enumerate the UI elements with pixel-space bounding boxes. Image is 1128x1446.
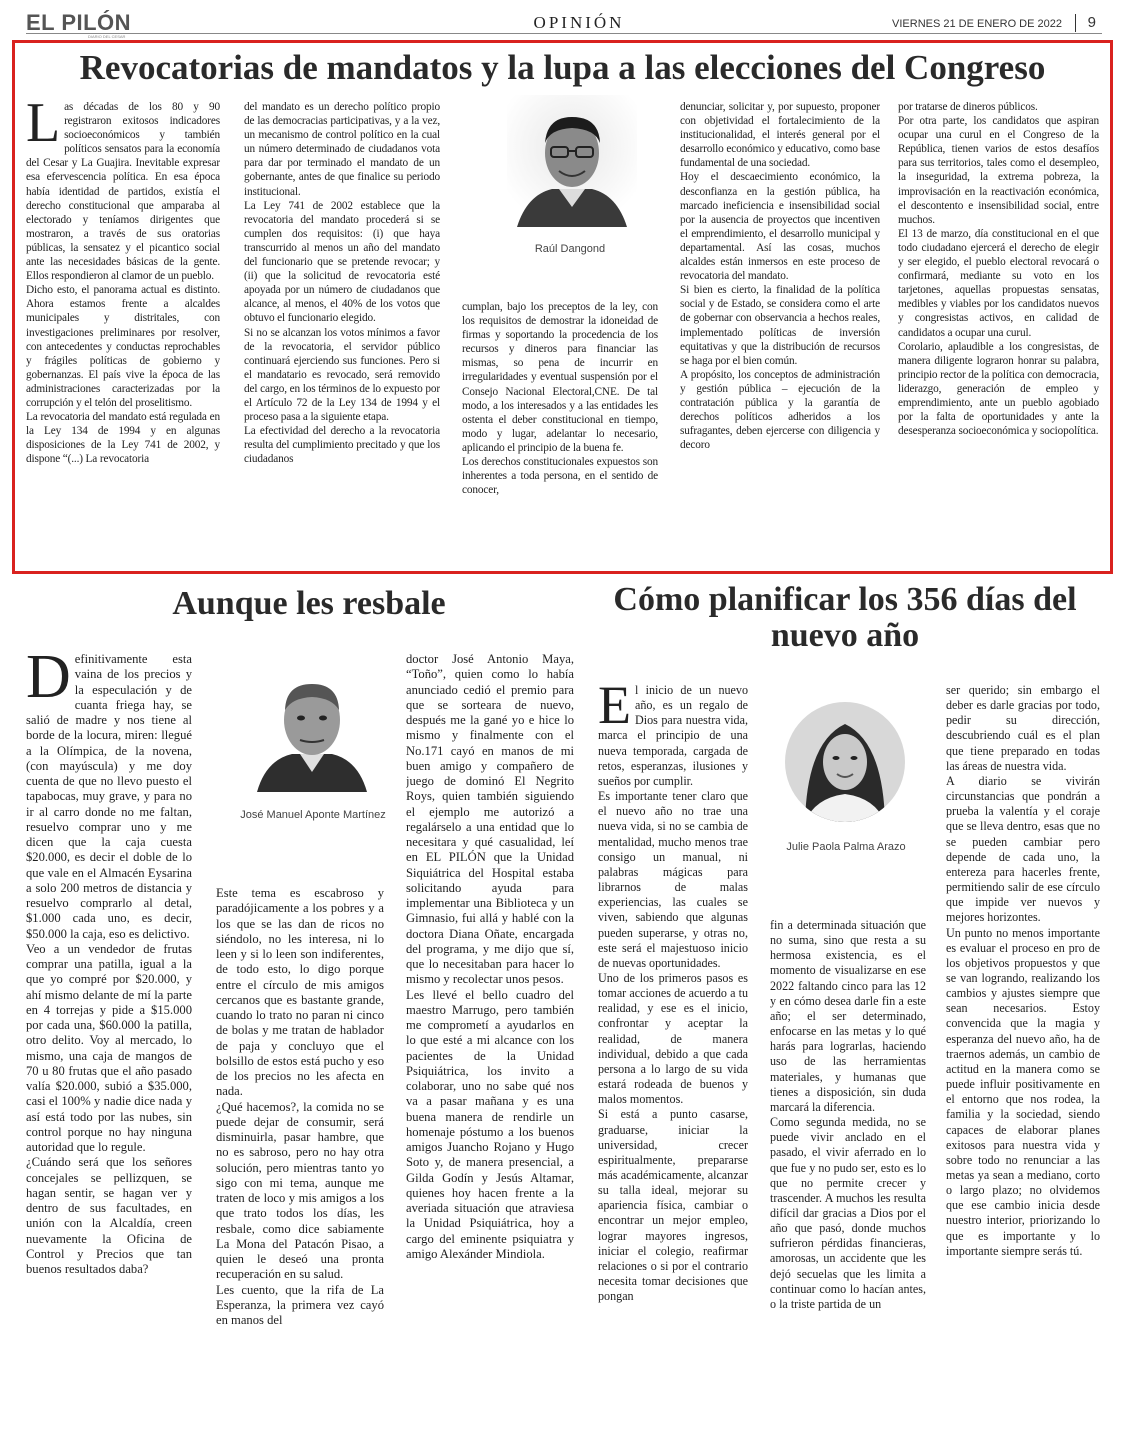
section-name: OPINIÓN (533, 13, 625, 32)
paragraph: Los derechos constitucionales expuestos son inherentes a toda persona, en el sentido de conocer, (462, 456, 658, 497)
article-column (26, 100, 220, 562)
drop-cap: D (26, 652, 71, 711)
header-rule (26, 33, 1102, 34)
paragraph: La efectividad del derecho a la revocatoria resulta del cumplimiento precitado y que los ciudadanos (244, 425, 440, 466)
paragraph: La revocatoria del mandato está regulada en la Ley 134 de 1994 y en algunas disposiciones de la Ley 741 de 2002, y dispone “(...) La revocatoria (26, 411, 220, 466)
column-text (598, 683, 748, 1304)
article-column (244, 100, 440, 562)
author-byline: José Manuel Aponte Martínez (240, 809, 386, 821)
paragraph: El 13 de marzo, día constitucional en el que todo ciudadano ejercerá el derecho de elegir y ser elegido, el pueblo electoral revocará o confirmará, mediante su voto en los tarjetones, aquellas propuestas sensatas, medibles y viables por los candidatos nuevos y congresistas activos, en calidad de candidatos a ocupar una curul. (898, 227, 1099, 339)
paragraph: Hoy el descaecimiento económico, la desconfianza en la gestión pública, ha marcado ineficiencia e insensibilidad social por la ausencia de proyectos que incentiven el emprendimiento, el desarrollo municipal y departamental. Así las cosas, muchos alcaldes están inmersos en este proceso de revocatoria del mandato. (680, 171, 880, 283)
paragraph: Si bien es cierto, la finalidad de la política social y de Estado, se considera como el arte de gobernar con observancia a hechos reales, implementado políticas de inversión equitativas y que la distribución de recursos se haga por el bien común. (680, 284, 880, 367)
article-column (770, 918, 926, 1423)
paragraph: l inicio de un nuevo año, es un regalo de Dios para nuestra vida, marca el principio de una nueva temporada, cargada de retos, esperanzas, ilusiones y sueños por cumplir. (598, 683, 748, 788)
column-text (244, 100, 440, 466)
column-text (680, 100, 880, 452)
article-column (898, 100, 1099, 562)
paragraph: Corolario, aplaudible a los congresistas, de manera diligente lograron honrar su palabra, principio rector de la política con democracia, liderazgo, generación de empleo y emprendimiento, ante un pueblo agobiado por la falta de oportunidades y ante la desesperanza socioeconómica y sociopolítica. (898, 340, 1099, 438)
paragraph: fin a determinada situación que no suma, sino que resta a su hermosa existencia, es el momento de visualizarse en ese 2022 faltando cinco para las 12 y en cómo desea darle fin a este año; el ser determinado, enfocarse en las metas y lo qué harás para lograrlas, haciendo uso de las herramientas materiales, y humanas que tienes a disposición, sin duda marcará la diferencia. (770, 918, 926, 1114)
article-column (462, 300, 658, 562)
paragraph: Un punto no menos importante es evaluar el proceso en pro de los objetivos propuestos y que se van logrando, realizando los cambios y ajustes siempre que sean necesarios. Estoy convencida que la magia y esperanza del nuevo año, ha de traernos además, un cambio de actitud en la manera como se puede influir positivamente en el entorno que nos rodea, la familia y la sociedad, siendo capaces de elaborar planes exitosos para nuestra vida y sobre todo no renunciar a las metas ya sean a mediano, corto o largo plazo; no olvidemos que ese cambio inicia desde nuestro interior, priorizando lo que es importante y lo importante siempre serás tú. (946, 925, 1100, 1258)
paragraph: por tratarse de dineros públicos. (898, 101, 1038, 113)
author-portrait-image (507, 95, 637, 227)
article-column (26, 652, 192, 1422)
paragraph: del mandato es un derecho político propio de las democracias participativas, y a la vez, un mecanismo de control político en la cual un número determinado de ciudadanos vota para dar por terminado el mandato de un gobernante, antes de que finalice su periodo institucional. (244, 101, 440, 198)
paragraph: doctor José Antonio Maya, “Toño”, quien como lo había anunciado cedió el premio para que se sorteara de nuevo, después me la gané yo e hice lo mismo y finalmente con el No.171 cayó en manos de mi buen amigo y compañero de juego de dominó El Negrito Roys, quien también siguiendo el ejemplo me autorizó a regalárselo a una entidad que lo necesitara y qué casualidad, leí en EL PILÓN que la Unidad Siquiátrica del Hospital estaba solicitando ayuda para implementar una Biblioteca y un Gimnasio, fui allá y hablé con la doctora Diana Oñate, encargada del programa, y me dijo que sí, que lo necesitaban para hacer lo mismo y recolectar unos pesos. (406, 652, 574, 987)
paragraph: ¿Cuándo será que los señores concejales se pellizquen, se hagan sentir, se hagan ver y dentro de sus facultades, en unión con la Alcaldía, creen nuevamente la Oficina de Control y Precios que tan buenos resultados daba? (26, 1155, 192, 1276)
paragraph: as décadas de los 80 y 90 registraron exitosos indicadores socioeconómicos y también políticos sensatos para la economía del Cesar y La Guajira. Inevitable expresar esa efervescencia política. En esa época había identidad de partidos, existía el derecho constitucional que amparaba al electorado y teníamos dirigentes que mostraron, a través de sus oratorias públicas, la sensatez y el picantico social ante las necesidades básicas de la gente. Ellos respondieron al clamor de un pueblo. (26, 101, 220, 283)
newspaper-logo: EL PILÓN (26, 10, 132, 35)
paragraph: denunciar, solicitar y, por supuesto, proponer con objetividad el fortalecimiento de la institucionalidad, el interés general por el desarrollo económico y educativo, como base fundamental de una sociedad. (680, 101, 880, 170)
column-text (26, 652, 192, 1277)
paragraph: Les llevé el bello cuadro del maestro Marrugo, pero también me comprometí a ayudarlos en lo que esté a mi alcance con los pacientes de la Unidad Psiquiátrica, los invito a colaborar, uno no sabe qué nos va a pasar mañana y es una buena manera de rendirle un homenaje póstumo a los buenos amigos Juancho Rojano y Hugo Soto y, de manera presencial, a Gilda Godín y Jesús Altamar, quienes hoy hacen frente a la averiada situación que atraviesa la Unidad Psiquiátrica, hoy a cargo del eminente psiquiatra y amigo Alexánder Mindiola. (406, 987, 574, 1261)
author-photo (252, 664, 372, 792)
paragraph: Es importante tener claro que el nuevo año no trae una nueva vida, si no se cambia de mentalidad, mucho menos trae consigo un manual, ni palabras mágicas para librarnos de malas experiencias, las cuales se viven, sabiendo que algunas pueden superarse, y otras no, este será el majestuoso inicio de nuevas oportunidades. (598, 789, 748, 970)
paragraph: A diario se vivirán circunstancias que pondrán a prueba la valentía y el coraje que se lleva dentro, esas que no se pueden cambiar pero depende de cada uno, la entereza para hacerles frente, permitiendo salir de ese círculo que impide ver nuevos y mejores horizontes. (946, 773, 1100, 925)
paragraph: efinitivamente esta vaina de los precios y la especulación y de cuanta friega hay, se salió de madre y nos tiene al borde de la locura, miren: llegué a la Olímpica, de la novena, (con mayúscula) y me doy cuenta de que no llevo puesto el tapabocas, muy grave, y para no ir al carro donde no me faltan, resuelvo comprar uno y me dicen que la caja cuesta $20.000, es decir el doble de lo que vale en el Almacén Eysarina a solo 200 metros de distancia y resuelvo comprarlo al detal, $1.000 cada uno, es decir, $50.000 la caja, eso es delictivo. (26, 652, 192, 941)
article-column (216, 886, 384, 1422)
issue-date: VIERNES 21 DE ENERO DE 2022 (892, 18, 1062, 30)
article-column (680, 100, 880, 562)
paragraph: Este tema es escabroso y paradójicamente a los pobres y a los que se las dan de ricos no siéndolo, no les interesa, ni lo leen y si lo leen son indiferentes, de todo esto, lo digo porque entre el círculo de mis amigos cercanos que es bastante grande, cuando lo trato no paran ni cinco de bolas y me tratan de hablador de paja y concluyo que el bolsillo de estos está pucho y eso de los precios no les afecta en nada. (216, 886, 384, 1099)
author-photo (785, 702, 905, 822)
paragraph: Veo a un vendedor de frutas comprar una patilla, igual a la que yo compré por $20.000, y ahí mismo delante de mí la parte en 4 torrejas y pide a $15.000 por cada una, $60.000 la patilla, otro delito. Voy al mercado, lo mismo, una caja de mangos de 70 u 80 frutas que el año pasado valía $20.000, subió a $35.000, casi el 100% y nadie dice nada y así está todo por las nubes, sin control porque no hay ninguna autoridad que lo regule. (26, 941, 192, 1154)
author-byline: Raúl Dangond (534, 243, 606, 255)
article-column (598, 683, 748, 1423)
author-byline: Julie Paola Palma Arazo (786, 841, 906, 853)
paragraph: ser querido; sin embargo el deber es darle gracias por todo, pedir su dirección, descubriendo cuál es el plan que tiene preparado en todas las áreas de nuestra vida. (946, 683, 1100, 773)
column-text (216, 886, 384, 1328)
paragraph: Si no se alcanzan los votos mínimos a favor de la revocatoria, el servidor público continuará ejerciendo sus funciones. Pero si el mandatario es revocado, será removido del cargo, en los términos de lo expuesto por el Artículo 72 de la Ley 134 de 1994 y el proceso pasa a la siguiente etapa. (244, 326, 440, 424)
column-text (462, 300, 658, 497)
article-title-planificar: Cómo planificar los 356 días del nuevo año (613, 581, 1077, 654)
drop-cap: L (26, 100, 61, 154)
paragraph: ¿Qué hacemos?, la comida no se puede dejar de consumir, será disminuirla, pasar hambre, que no es sabroso, pero no hay otra solución, pero mientras tanto yo sigo con mi tema, aunque me traten de loco y mis amigos a los que trato todos los días, les resbale, como dice sabiamente La Mona del Patacón Pisao, a quien le deseó una pronta recuperación en su salud. (216, 1099, 384, 1282)
paragraph: Por otra parte, los candidatos que aspiran ocupar una curul en el Congreso de la República, tienen varios de estos desafíos para sus territorios, tales como el desempleo, la inseguridad, la extrema pobreza, la improvisación en la reactivación económica, el descontento e insensibilidad social, entre muchos. (898, 115, 1099, 226)
paragraph: Como segunda medida, no se puede vivir anclado en el pasado, el vivir aferrado en lo que fue y no pudo ser, esto es lo que no permite crecer y trascender. A muchos les resulta difícil dar gracias a Dios por el año que pasó, donde muchos sufrieron pérdidas financieras, amorosas, un accidente que les dejó secuelas que les limita a continuar como lo hacían antes, o la triste partida de un (770, 1115, 926, 1311)
paragraph: Si está a punto casarse, graduarse, iniciar la universidad, crecer espiritualmente, prepararse más académicamente, alcanzar su talla ideal, mejorar su apariencia física, cambiar o encontrar un mejor empleo, lograr mayores ingresos, iniciar el colegio, reafirmar relaciones o si por el contrario necesita tomar decisiones que pongan (598, 1107, 748, 1304)
paragraph: Dicho esto, el panorama actual es distinto. Ahora estamos frente a alcaldes municipales y distritales, con investigaciones preliminares por resolver, con antecedentes y conductas reprochables y frágiles políticas de gobierno y gobernanzas. El país vive la época de las administraciones caracterizadas por la corrupción y el telón del proselitismo. (26, 284, 220, 409)
column-text (406, 652, 574, 1262)
paragraph: Les cuento, que la rifa de La Esperanza, la primera vez cayó en manos del (216, 1282, 384, 1327)
author-portrait-image (252, 664, 372, 792)
column-text (898, 100, 1099, 438)
article-column (406, 652, 574, 1422)
author-photo (507, 95, 637, 227)
column-text (26, 100, 220, 466)
article-title-revocatorias: Revocatorias de mandatos y la lupa a las elecciones del Congreso (79, 48, 1046, 87)
paragraph: La Ley 741 de 2002 establece que la revocatoria del mandato procederá si se cumplen dos requisitos: (i) que haya transcurrido al menos un año del mandato del funcionario que se pretende revocar; y (ii) que la solicitud de revocatoria esté apoyada por un número de ciudadanos que alcance, al menos, el 40% de los votos que obtuvo el funcionario elegido. (244, 199, 440, 325)
logo-subtitle: DIARIO DEL CESAR (88, 34, 126, 39)
article-column (946, 683, 1100, 1423)
column-text (770, 918, 926, 1312)
paragraph: Uno de los primeros pasos es tomar acciones de acuerdo a tu realidad, y ese es el inicio, confrontar y aceptar la realidad, de manera individual, debido a que cada persona a lo largo de su vida estará rodeada de buenos y malos momentos. (598, 970, 748, 1107)
article-title-aunque: Aunque les resbale (172, 585, 446, 622)
paragraph: A propósito, los conceptos de administración y gestión pública – ejecución de la contratación pública y la garantía de derechos políticos adheridos a los sufragantes, deben ejercerse con diligencia y decoro (680, 368, 880, 452)
author-portrait-image (785, 702, 905, 822)
drop-cap: E (598, 683, 631, 735)
paragraph: cumplan, bajo los preceptos de la ley, con los requisitos de demostrar la idoneidad de firmas y soportando la procedencia de los recursos y dineros para financiar las mismas, so pena de incurrir en irregularidades y eventual suspensión por el Consejo Nacional Electoral,CNE. De tal modo, a los interesados y a las entidades les ostenta el deber constitucional en tiempo, modo y lugar, adelantar lo necesario, aplicando el principio de la buena fe. (462, 301, 658, 454)
column-text (946, 683, 1100, 1259)
page-number: 9 (1075, 14, 1096, 32)
